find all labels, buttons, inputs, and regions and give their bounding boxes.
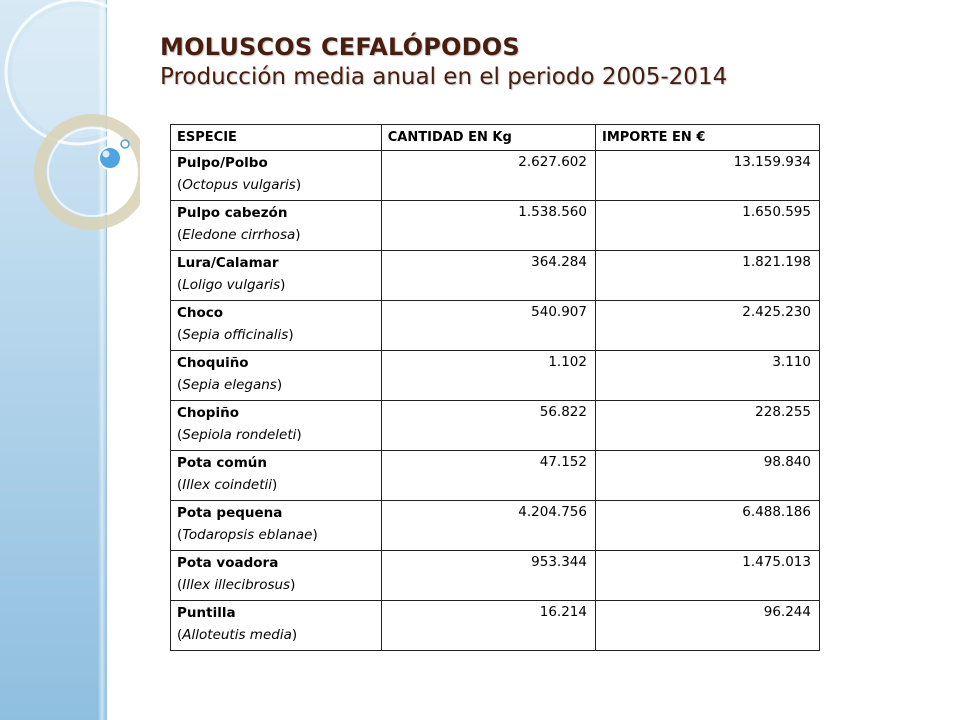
table-row bbox=[171, 501, 820, 551]
importe-cell: 6.488.186 bbox=[595, 501, 819, 551]
cantidad-cell: 16.214 bbox=[381, 601, 595, 651]
species-cell bbox=[171, 451, 382, 501]
table-row bbox=[171, 351, 820, 401]
species-cell bbox=[171, 401, 382, 451]
species-cell bbox=[171, 551, 382, 601]
table-row bbox=[171, 401, 820, 451]
species-scientific-name: (Sepia officinalis) bbox=[177, 327, 294, 343]
header-importe: IMPORTE EN € bbox=[595, 125, 819, 151]
cantidad-cell: 2.627.602 bbox=[381, 151, 595, 201]
slide-title bbox=[160, 32, 727, 92]
table-row bbox=[171, 151, 820, 201]
table-row bbox=[171, 601, 820, 651]
species-scientific-name: (Illex illecibrosus) bbox=[177, 577, 296, 593]
table-header-row bbox=[171, 125, 820, 151]
table-row bbox=[171, 201, 820, 251]
importe-cell: 1.475.013 bbox=[595, 551, 819, 601]
cantidad-cell: 1.538.560 bbox=[381, 201, 595, 251]
cantidad-cell: 56.822 bbox=[381, 401, 595, 451]
table-row bbox=[171, 551, 820, 601]
importe-cell: 228.255 bbox=[595, 401, 819, 451]
cantidad-cell: 4.204.756 bbox=[381, 501, 595, 551]
title-subtitle: Producción media anual en el periodo 2005-2014 bbox=[160, 64, 728, 90]
importe-cell: 1.821.198 bbox=[595, 251, 819, 301]
cantidad-cell: 540.907 bbox=[381, 301, 595, 351]
header-especie: ESPECIE bbox=[171, 125, 382, 151]
species-cell bbox=[171, 151, 382, 201]
table-row bbox=[171, 251, 820, 301]
species-common-name: Choco bbox=[177, 305, 224, 321]
species-common-name: Chopiño bbox=[177, 405, 239, 421]
species-scientific-name: (Eledone cirrhosa) bbox=[177, 227, 301, 243]
cantidad-cell: 47.152 bbox=[381, 451, 595, 501]
table-row bbox=[171, 301, 820, 351]
cantidad-cell: 953.344 bbox=[381, 551, 595, 601]
species-common-name: Pota pequena bbox=[177, 505, 283, 521]
species-cell bbox=[171, 351, 382, 401]
importe-cell: 96.244 bbox=[595, 601, 819, 651]
species-scientific-name: (Alloteutis media) bbox=[177, 627, 298, 643]
species-common-name: Pulpo/Polbo bbox=[177, 155, 268, 171]
importe-cell: 98.840 bbox=[595, 451, 819, 501]
species-common-name: Pulpo cabezón bbox=[177, 205, 288, 221]
species-scientific-name: (Sepia elegans) bbox=[177, 377, 283, 393]
importe-cell: 3.110 bbox=[595, 351, 819, 401]
species-common-name: Puntilla bbox=[177, 605, 236, 621]
decorative-circles bbox=[0, 0, 140, 260]
cantidad-cell: 1.102 bbox=[381, 351, 595, 401]
species-cell bbox=[171, 201, 382, 251]
species-cell bbox=[171, 601, 382, 651]
production-table bbox=[170, 124, 820, 651]
importe-cell: 2.425.230 bbox=[595, 301, 819, 351]
title-main: MOLUSCOS CEFALÓPODOS bbox=[160, 33, 520, 61]
header-cantidad: CANTIDAD EN Kg bbox=[381, 125, 595, 151]
species-scientific-name: (Todaropsis eblanae) bbox=[177, 527, 318, 543]
table-row bbox=[171, 451, 820, 501]
cantidad-cell: 364.284 bbox=[381, 251, 595, 301]
species-common-name: Pota voadora bbox=[177, 555, 279, 571]
species-common-name: Lura/Calamar bbox=[177, 255, 279, 271]
importe-cell: 1.650.595 bbox=[595, 201, 819, 251]
species-cell bbox=[171, 301, 382, 351]
species-cell bbox=[171, 251, 382, 301]
species-common-name: Pota común bbox=[177, 455, 267, 471]
importe-cell: 13.159.934 bbox=[595, 151, 819, 201]
species-scientific-name: (Octopus vulgaris) bbox=[177, 177, 302, 193]
species-common-name: Choquiño bbox=[177, 355, 249, 371]
species-scientific-name: (Loligo vulgaris) bbox=[177, 277, 286, 293]
species-scientific-name: (Illex coindetii) bbox=[177, 477, 278, 493]
species-cell bbox=[171, 501, 382, 551]
species-scientific-name: (Sepiola rondeleti) bbox=[177, 427, 302, 443]
